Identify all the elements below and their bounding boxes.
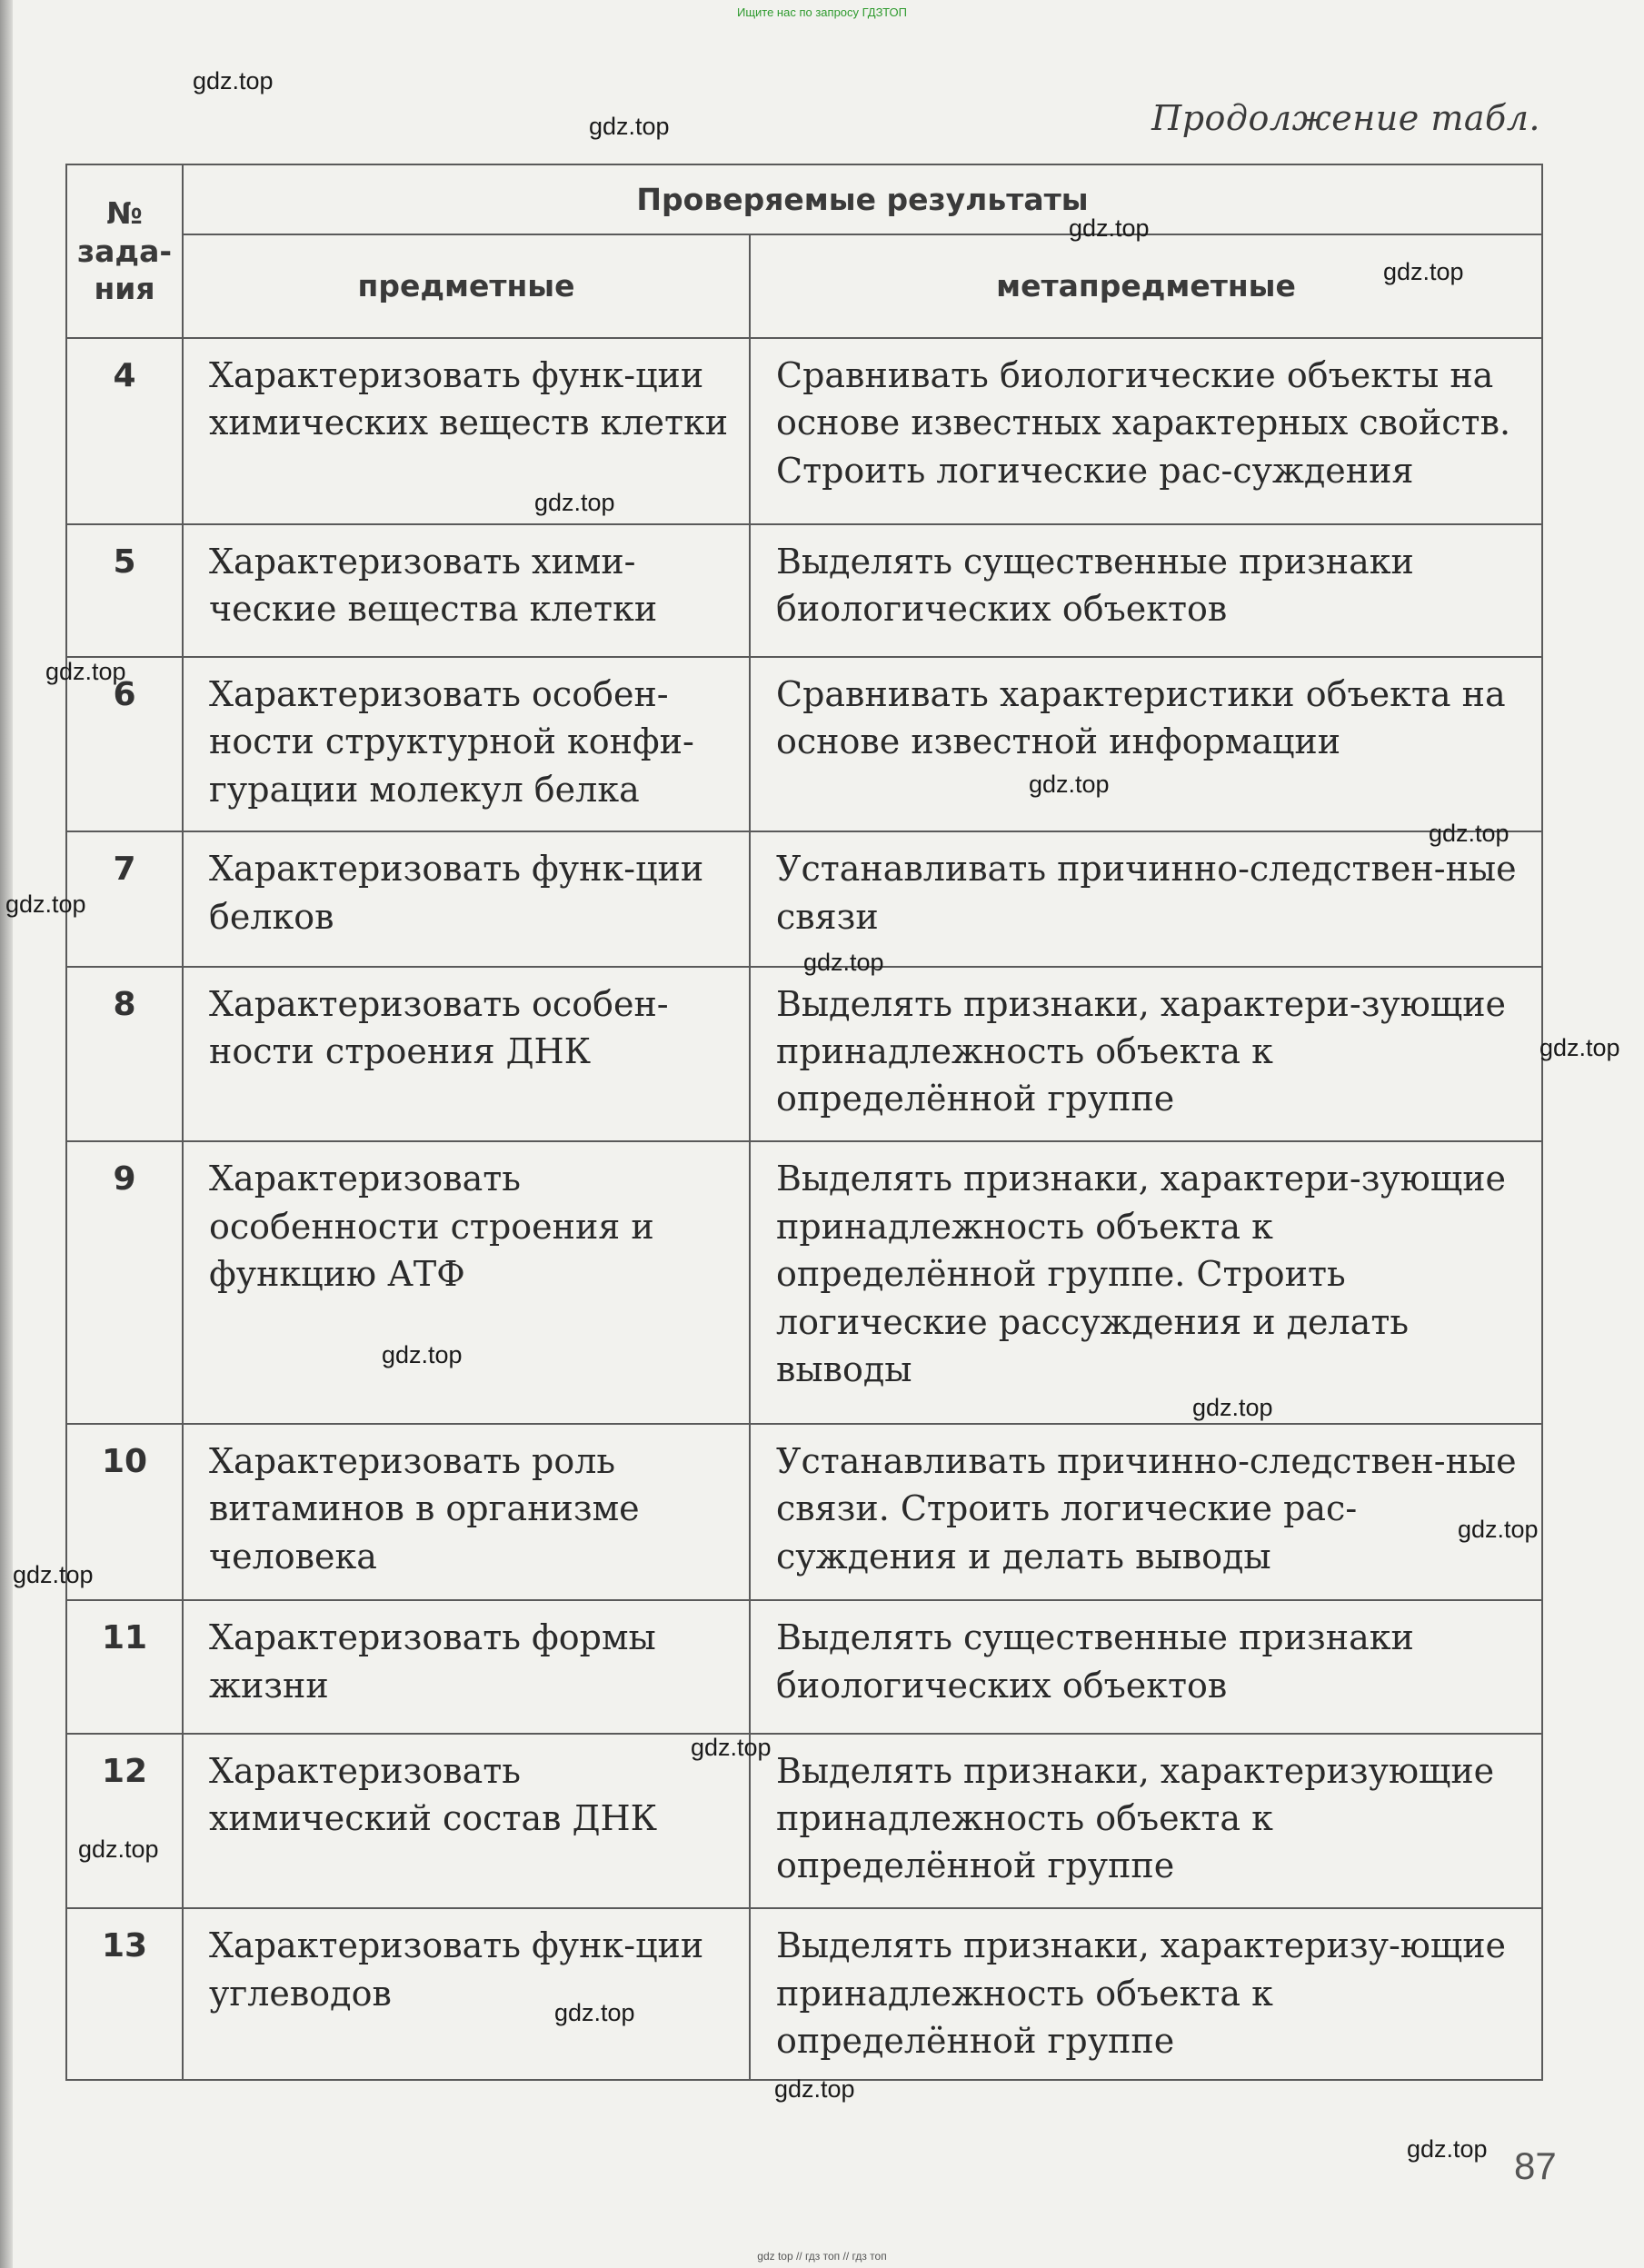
watermark: gdz.top (78, 1835, 159, 1863)
watermark: gdz.top (13, 1561, 94, 1588)
task-number: 7 (66, 831, 183, 966)
watermark: gdz.top (1069, 214, 1150, 242)
task-number: 13 (66, 1908, 183, 2080)
watermark: gdz.top (1192, 1394, 1273, 1421)
table-header-row (66, 164, 1542, 234)
watermark: gdz.top (1407, 2135, 1488, 2163)
task-number: 9 (66, 1141, 183, 1423)
task-number: 8 (66, 967, 183, 1142)
subject-result: Характеризовать формы жизни (183, 1600, 750, 1733)
scan-edge-shadow (0, 0, 13, 2268)
watermark: gdz.top (534, 489, 615, 516)
watermark: gdz.top (803, 949, 884, 976)
watermark: gdz.top (1029, 771, 1110, 798)
watermark: gdz.top (1539, 1034, 1620, 1061)
meta-result: Сравнивать характеристики объекта на основе известной информации (750, 657, 1542, 832)
meta-result: Выделять признаки, характери-зующие принадлежность объекта к определённой группе (750, 967, 1542, 1142)
watermark: gdz.top (193, 67, 274, 94)
watermark: gdz.top (589, 113, 670, 140)
task-number: 6 (66, 657, 183, 832)
subject-result: Характеризовать роль витаминов в организме человека (183, 1424, 750, 1601)
watermark: gdz.top (1458, 1516, 1539, 1543)
header-meta: метапредметные (750, 234, 1542, 338)
meta-result: Сравнивать биологические объекты на основе известных характерных свойств. Строить логические рас-суждения (750, 338, 1542, 524)
table-row (66, 524, 1542, 657)
meta-result: Выделять признаки, характеризующие принадлежность объекта к определённой группе (750, 1734, 1542, 1909)
meta-result: Выделять существенные признаки биологических объектов (750, 524, 1542, 657)
page-number: 87 (1514, 2144, 1557, 2187)
watermark: gdz.top (1383, 258, 1464, 285)
watermark: gdz.top (5, 890, 86, 918)
watermark: gdz.top (691, 1734, 772, 1761)
table-row (66, 1424, 1542, 1601)
subject-result: Характеризовать особен-ности структурной конфи-гурации молекул белка (183, 657, 750, 832)
watermark: gdz.top (554, 1999, 635, 2026)
continuation-title: Продолжение табл. (1151, 98, 1540, 138)
table-row (66, 1141, 1542, 1423)
header-task-number: № зада-ния (66, 164, 183, 338)
table-row (66, 657, 1542, 832)
table-row (66, 967, 1542, 1142)
top-banner: Ищите нас по запросу ГДЗТОП (736, 5, 907, 19)
subject-result: Характеризовать функ-ции химических веществ клетки (183, 338, 750, 524)
subject-result: Характеризовать хими-ческие вещества клетки (183, 524, 750, 657)
meta-result: Выделять признаки, характеризу-ющие принадлежность объекта к определённой группе (750, 1908, 1542, 2080)
meta-result: Устанавливать причинно-следствен-ные связи (750, 831, 1542, 966)
table-row (66, 338, 1542, 524)
table-row (66, 831, 1542, 966)
meta-result: Выделять существенные признаки биологических объектов (750, 1600, 1542, 1733)
meta-result: Выделять признаки, характери-зующие принадлежность объекта к определённой группе. Строить логические рассуждения и делать выводы (750, 1141, 1542, 1423)
header-subject: предметные (183, 234, 750, 338)
watermark: gdz.top (382, 1341, 463, 1368)
watermark: gdz.top (1429, 820, 1509, 847)
table-subheader-row (66, 234, 1542, 338)
task-number: 10 (66, 1424, 183, 1601)
meta-result: Устанавливать причинно-следствен-ные связи. Строить логические рас-суждения и делать выводы (750, 1424, 1542, 1601)
bottom-banner: gdz top // гдз топ // гдз топ (757, 2250, 887, 2263)
task-number: 11 (66, 1600, 183, 1733)
table-row (66, 1734, 1542, 1909)
task-number: 12 (66, 1734, 183, 1909)
subject-result: Характеризовать особен-ности строения ДНК (183, 967, 750, 1142)
watermark: gdz.top (774, 2075, 855, 2103)
subject-result: Характеризовать функ-ции белков (183, 831, 750, 966)
subject-result: Характеризовать химический состав ДНК (183, 1734, 750, 1909)
subject-result: Характеризовать функ-ции углеводов (183, 1908, 750, 2080)
task-number: 4 (66, 338, 183, 524)
results-table (65, 164, 1543, 2081)
task-number: 5 (66, 524, 183, 657)
subject-result: Характеризовать особенности строения и функцию АТФ (183, 1141, 750, 1423)
table-row (66, 1600, 1542, 1733)
table-row (66, 1908, 1542, 2080)
header-checked-results: Проверяемые результаты (183, 164, 1542, 234)
watermark: gdz.top (45, 658, 126, 685)
